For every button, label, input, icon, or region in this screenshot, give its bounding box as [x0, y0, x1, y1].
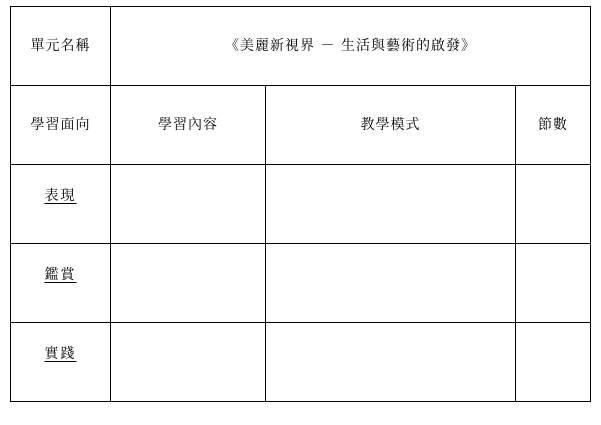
column-header-mode: 教學模式 — [266, 86, 516, 165]
unit-name-label: 單元名稱 — [11, 7, 111, 86]
unit-name-value[interactable]: 《美麗新視界 － 生活與藝術的啟發》 — [111, 7, 591, 86]
table-row — [11, 244, 591, 323]
cell-periods-expression[interactable] — [516, 165, 591, 244]
row-aspect-expression — [11, 165, 111, 244]
cell-periods-appreciation[interactable] — [516, 244, 591, 323]
aspect-label: 表現 — [44, 187, 77, 204]
column-header-aspect: 學習面向 — [11, 86, 111, 165]
table-row-column-headers — [11, 86, 591, 165]
column-header-content: 學習內容 — [111, 86, 266, 165]
cell-mode-appreciation[interactable] — [266, 244, 516, 323]
row-aspect-appreciation — [11, 244, 111, 323]
cell-mode-practice[interactable] — [266, 323, 516, 402]
cell-content-expression[interactable] — [111, 165, 266, 244]
row-aspect-practice — [11, 323, 111, 402]
table-row — [11, 323, 591, 402]
aspect-label: 鑑賞 — [44, 266, 77, 283]
cell-content-practice[interactable] — [111, 323, 266, 402]
cell-content-appreciation[interactable] — [111, 244, 266, 323]
cell-periods-practice[interactable] — [516, 323, 591, 402]
column-header-periods: 節數 — [516, 86, 591, 165]
table-row-unit-title — [11, 7, 591, 86]
table-row — [11, 165, 591, 244]
aspect-label: 實踐 — [44, 345, 77, 362]
lesson-plan-table — [10, 6, 591, 402]
cell-mode-expression[interactable] — [266, 165, 516, 244]
